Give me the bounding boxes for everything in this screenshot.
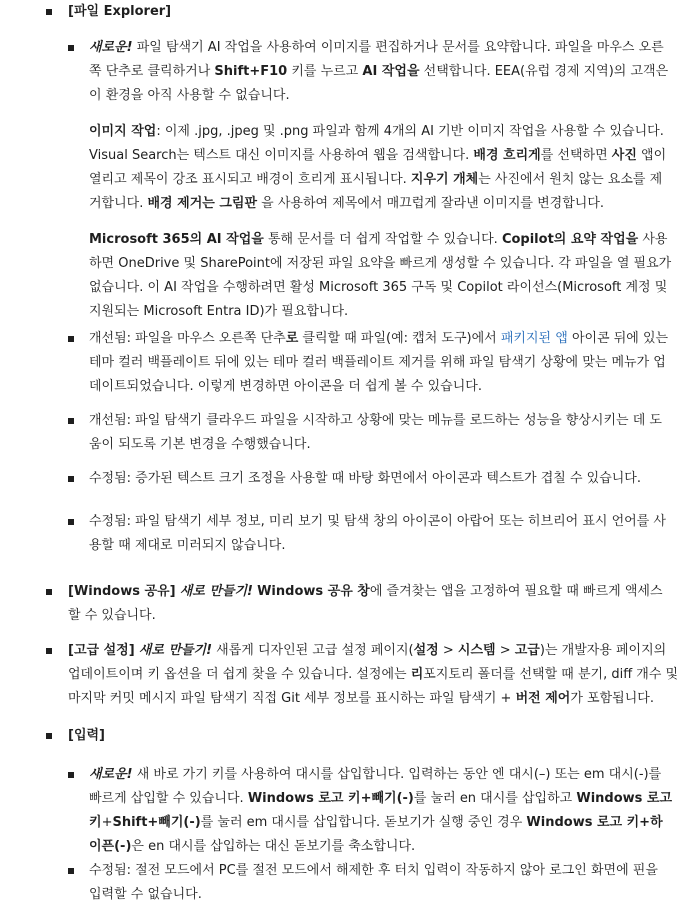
- bullet-icon: [68, 519, 74, 525]
- mirror-icons-item: 수정됨: 파일 탐색기 세부 정보, 미리 보기 및 탐색 창의 아이콘이 아랍어 또는 히브리어 표시 언어를 사용할 때 제대로 미러되지 않습니다.: [89, 514, 666, 553]
- windows-share-item: [Windows 공유] 새로 만들기! Windows 공유 창에 즐겨찾는 앱을 고정하여 필요할 때 빠르게 액세스할 수 있습니다.: [68, 584, 663, 623]
- dash-shortcut-item: 새로운! 새 바로 가기 키를 사용하여 대시를 삽입합니다. 입력하는 동안 엔 대시(–) 또는 em 대시(-)를 빠르게 삽입할 수 있습니다. Windows 로고 키+빼기(-)를 눌러 en 대시를 삽입하고 Windows 로고 키+Shift+빼기(-)를 눌러 em 대시를 삽입합니다. 돋보기가 실행 중인 경우 Windows 로고 키+하이픈(-)은 en 대시를 삽입하는 대신 돋보기를 축소합니다.: [89, 767, 673, 854]
- section-heading-file-explorer: [파일 Explorer]: [68, 4, 172, 19]
- image-actions-paragraph: 이미지 작업: 이제 .jpg, .jpeg 및 .png 파일과 함께 4개의 AI 기반 이미지 작업을 사용할 수 있습니다. Visual Search는 텍스트 대신 이미지를 사용하여 웹을 검색합니다. 배경 흐리게를 선택하면 사진 앱이 열리고 제목이 강조 표시되고 배경이 흐리게 표시됩니다. 지우기 개체는 사진에서 원치 않는 요소를 제거합니다. 배경 제거는 그림판 을 사용하여 제목에서 매끄럽게 잘라낸 이미지를 변경합니다.: [89, 124, 667, 211]
- bullet-icon: [68, 418, 74, 424]
- bullet-icon: [68, 336, 74, 342]
- sleep-touch-item: 수정됨: 절전 모드에서 PC를 절전 모드에서 해제한 후 터치 입력이 작동하지 않아 로그인 화면에 핀을 입력할 수 없습니다.: [89, 863, 658, 902]
- advanced-settings-item: [고급 설정] 새로 만들기! 새롭게 디자인된 고급 설정 페이지(설정 > 시스템 > 고급)는 개발자용 페이지의 업데이트이며 키 옵션을 더 쉽게 찾을 수 있습니다. 설정에는 리포지토리 폴더를 선택할 때 분기, diff 개수 및 마지막 커밋 메시지 파일 탐색기 직접 Git 세부 정보를 표시하는 파일 탐색기 + 버전 제어가 포함됩니다.: [68, 643, 679, 706]
- bullet-icon: [46, 589, 52, 595]
- bullet-icon: [46, 648, 52, 654]
- bullet-icon: [68, 45, 74, 51]
- ai-actions-paragraph: 새로운! 파일 탐색기 AI 작업을 사용하여 이미지를 편집하거나 문서를 요약합니다. 파일을 마우스 오른쪽 단추로 클릭하거나 Shift+F10 키를 누르고 AI 작업을 선택합니다. EEA(유럽 경제 지역)의 고객은 이 환경을 아직 사용할 수 없습니다.: [89, 40, 669, 103]
- bullet-icon: [68, 868, 74, 874]
- packaged-app-link[interactable]: 패키지된 앱: [500, 331, 568, 346]
- bullet-icon: [68, 476, 74, 482]
- bullet-icon: [68, 772, 74, 778]
- m365-actions-paragraph: Microsoft 365의 AI 작업을 통해 문서를 더 쉽게 작업할 수 있습니다. Copilot의 요약 작업을 사용하면 OneDrive 및 SharePoint에 저장된 파일 요약을 빠르게 생성할 수 있습니다. 각 파일을 열 필요가 없습니다. 이 AI 작업을 수행하려면 활성 Microsoft 365 구독 및 Copilot 라이선스(Microsoft 계정 및 지원되는 Microsoft Entra ID)가 필요합니다.: [89, 232, 672, 319]
- bullet-icon: [46, 733, 52, 739]
- section-heading-input: [입력]: [68, 728, 105, 743]
- text-scaling-item: 수정됨: 증가된 텍스트 크기 조정을 사용할 때 바탕 화면에서 아이콘과 텍스트가 겹칠 수 있습니다.: [89, 471, 641, 486]
- bullet-icon: [46, 9, 52, 15]
- cloud-files-item: 개선됨: 파일 탐색기 클라우드 파일을 시작하고 상황에 맞는 메뉴를 로드하는 성능을 향상시키는 데 도움이 되도록 기본 변경을 수행했습니다.: [89, 413, 662, 452]
- context-menu-item: 개선됨: 파일을 마우스 오른쪽 단추로 클릭할 때 파일(예: 캡처 도구)에서 패키지된 앱 아이콘 뒤에 있는 테마 컬러 백플레이트 뒤에 있는 테마 컬러 백플레이트 제거를 위해 파일 탐색기 상황에 맞는 메뉴가 업데이트되었습니다. 이렇게 변경하면 아이콘을 더 쉽게 볼 수 있습니다.: [89, 331, 669, 394]
